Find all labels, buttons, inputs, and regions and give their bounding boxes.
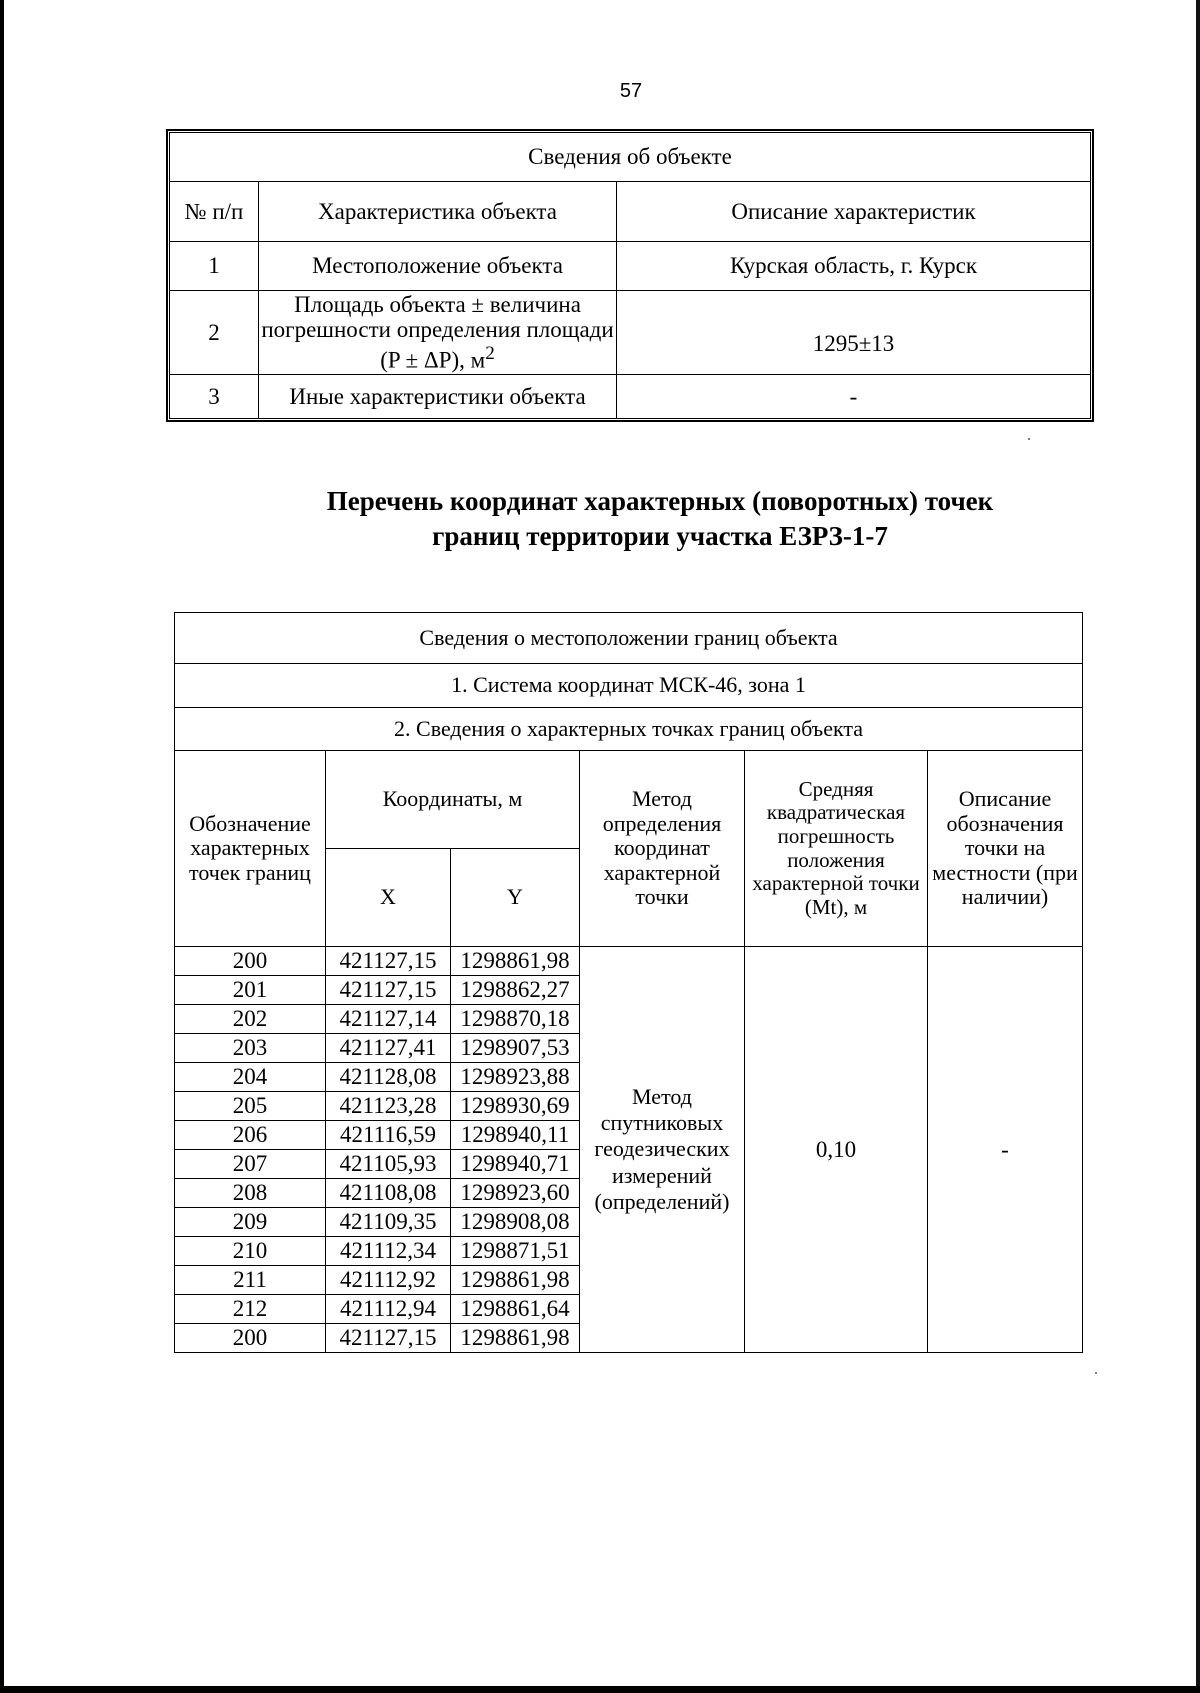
header-point-description: Описание обозначения точки на местности (при наличии) [928, 751, 1083, 947]
coordinate-system: 1. Система координат МСК-46, зона 1 [175, 664, 1083, 708]
point-id: 205 [175, 1092, 326, 1121]
point-y: 1298930,69 [451, 1092, 580, 1121]
page-number: 57 [619, 80, 643, 102]
point-y: 1298907,53 [451, 1034, 580, 1063]
point-x: 421127,41 [326, 1034, 451, 1063]
point-id: 201 [175, 976, 326, 1005]
point-x: 421123,28 [326, 1092, 451, 1121]
area-unit-superscript: 2 [485, 343, 495, 365]
points-section-title: 2. Сведения о характерных точках границ объекта [175, 708, 1083, 751]
scan-border-left [0, 0, 4, 1693]
header-point-designation: Обозначение характерных точек границ [175, 751, 326, 947]
point-x: 421116,59 [326, 1121, 451, 1150]
row-description: - [617, 375, 1091, 419]
header-number: № п/п [170, 182, 259, 242]
point-x: 421105,93 [326, 1150, 451, 1179]
boundary-table-title: Сведения о местоположении границ объекта [175, 613, 1083, 664]
point-y: 1298940,71 [451, 1150, 580, 1179]
point-y: 1298861,98 [451, 1266, 580, 1295]
point-x: 421127,15 [326, 1324, 451, 1353]
coordinates-heading [160, 484, 1160, 554]
point-x: 421127,14 [326, 1005, 451, 1034]
point-id: 211 [175, 1266, 326, 1295]
boundary-points-table [174, 612, 1083, 1353]
point-y: 1298923,88 [451, 1063, 580, 1092]
header-x: X [326, 849, 451, 947]
method-value: Метод спутниковых геодезических измерений (определений) [580, 947, 745, 1353]
point-y: 1298908,08 [451, 1208, 580, 1237]
header-description: Описание характеристик [617, 182, 1091, 242]
point-y: 1298923,60 [451, 1179, 580, 1208]
point-id: 210 [175, 1237, 326, 1266]
point-id: 208 [175, 1179, 326, 1208]
point-id: 200 [175, 947, 326, 976]
point-x: 421109,35 [326, 1208, 451, 1237]
row-characteristic: Иные характеристики объекта [259, 375, 617, 419]
row-description: 1295±13 [617, 291, 1091, 375]
row-number: 2 [170, 291, 259, 375]
header-characteristic: Характеристика объекта [259, 182, 617, 242]
point-x: 421112,34 [326, 1237, 451, 1266]
point-y: 1298871,51 [451, 1237, 580, 1266]
point-x: 421128,08 [326, 1063, 451, 1092]
point-id: 209 [175, 1208, 326, 1237]
point-y: 1298870,18 [451, 1005, 580, 1034]
point-x: 421108,08 [326, 1179, 451, 1208]
header-coordinates: Координаты, м [326, 751, 580, 849]
header-method: Метод определения координат характерной точки [580, 751, 745, 947]
area-characteristic-text: Площадь объекта ± величина погрешности определения площади (P ± ΔP), м [261, 291, 614, 373]
point-id: 207 [175, 1150, 326, 1179]
point-id: 204 [175, 1063, 326, 1092]
row-characteristic: Местоположение объекта [259, 242, 617, 291]
object-info-table [169, 132, 1091, 419]
row-number: 1 [170, 242, 259, 291]
row-characteristic [259, 291, 617, 375]
heading-line-1: Перечень координат характерных (поворотных) точек [326, 486, 994, 516]
point-x: 421127,15 [326, 947, 451, 976]
point-id: 202 [175, 1005, 326, 1034]
point-id: 203 [175, 1034, 326, 1063]
point-y: 1298940,11 [451, 1121, 580, 1150]
point-y: 1298862,27 [451, 976, 580, 1005]
error-value: 0,10 [745, 947, 928, 1353]
point-y: 1298861,98 [451, 947, 580, 976]
scan-border-bottom [0, 1686, 1200, 1693]
point-id: 206 [175, 1121, 326, 1150]
scan-border-right [1196, 0, 1200, 1693]
point-y: 1298861,98 [451, 1324, 580, 1353]
point-y: 1298861,64 [451, 1295, 580, 1324]
point-x: 421112,94 [326, 1295, 451, 1324]
header-y: Y [451, 849, 580, 947]
row-description: Курская область, г. Курск [617, 242, 1091, 291]
point-id: 212 [175, 1295, 326, 1324]
scan-speck [1095, 1372, 1097, 1374]
point-x: 421127,15 [326, 976, 451, 1005]
point-id: 200 [175, 1324, 326, 1353]
table-row [175, 947, 1083, 976]
point-x: 421112,92 [326, 1266, 451, 1295]
heading-line-2: границ территории участка ЕЗРЗ-1-7 [432, 521, 888, 551]
header-error: Средняя квадратическая погрешность положения характерной точки (Mt), м [745, 751, 928, 947]
row-number: 3 [170, 375, 259, 419]
object-table-title: Сведения об объекте [170, 133, 1091, 182]
point-description-value: - [928, 947, 1083, 1353]
scan-speck [1028, 438, 1030, 440]
